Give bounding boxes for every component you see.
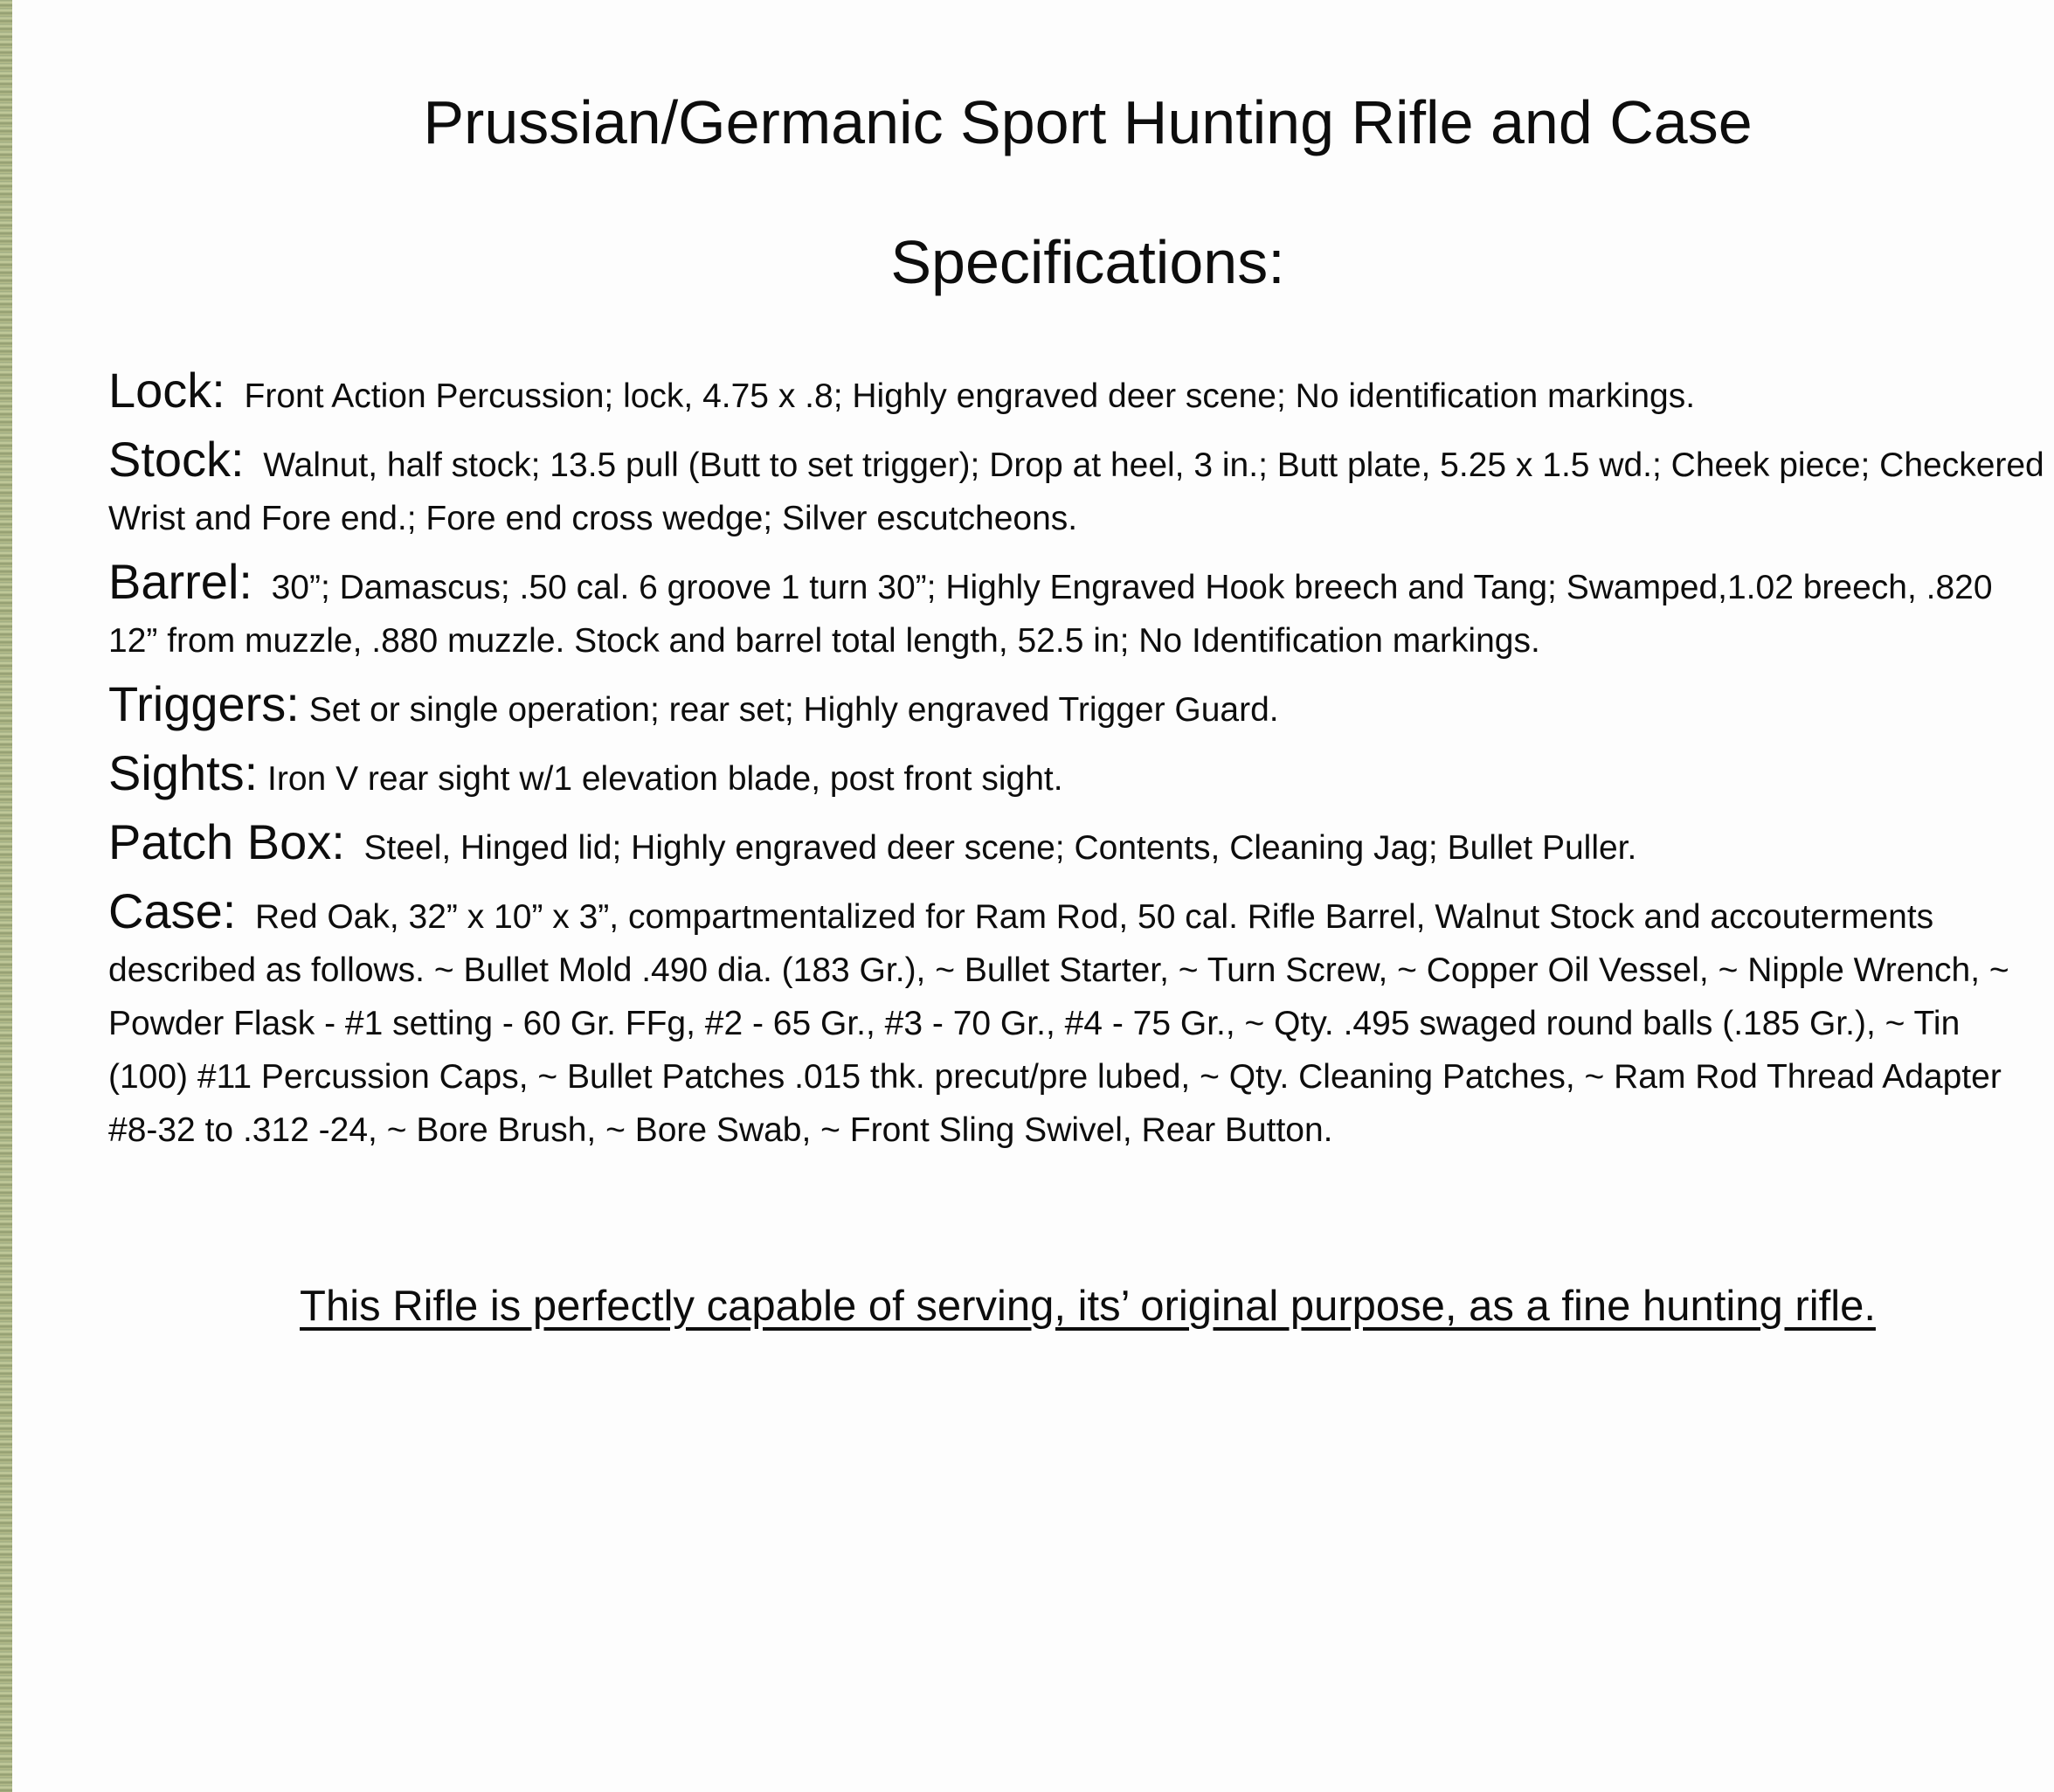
spec-triggers [108, 677, 2048, 737]
spec-text: 30”; Damascus; .50 cal. 6 groove 1 turn 30”; Highly Engraved Hook breech and Tang; Swamped,1.02 breech, .820 12” from muzzle, .880 muzzle. Stock and barrel total length, 52.5 in; No Identification markings. [108, 569, 1993, 660]
closing-statement: This Rifle is perfectly capable of serving, its’ original purpose, as a fine hunting rifle. [300, 1283, 1876, 1330]
document-title: Prussian/Germanic Sport Hunting Rifle and Case [423, 88, 1753, 156]
spec-text: Steel, Hinged lid; Highly engraved deer scene; Contents, Cleaning Jag; Bullet Puller. [363, 829, 1637, 867]
spec-patch-box [108, 815, 2048, 875]
spec-lock [108, 363, 2048, 423]
spec-stock [108, 432, 2048, 545]
spec-text: Set or single operation; rear set; Highly engraved Trigger Guard. [308, 691, 1279, 729]
spec-label: Case: [108, 883, 237, 938]
spec-label: Patch Box: [108, 814, 345, 869]
spec-text: Red Oak, 32” x 10” x 3”, compartmentalized for Ram Rod, 50 cal. Rifle Barrel, Walnut Stock and accouterments described as follows. ~ Bullet Mold .490 dia. (183 Gr.), ~ Bullet Starter, ~ Turn Screw, ~ Copper Oil Vessel, ~ Nipple Wrench, ~ Powder Flask - #1 setting - 60 Gr. FFg, #2 - 65 Gr., #3 - 70 Gr., #4 - 75 Gr., ~ Qty. .495 swaged round balls (.185 Gr.), ~ Tin (100) #11 Percussion Caps, ~ Bullet Patches .015 thk. precut/pre lubed, ~ Qty. Cleaning Patches, ~ Ram Rod Thread Adapter #8-32 to .312 -24, ~ Bore Brush, ~ Bore Swab, ~ Front Sling Swivel, Rear Button. [108, 898, 2009, 1149]
spec-text: Walnut, half stock; 13.5 pull (Butt to set trigger); Drop at heel, 3 in.; Butt plate, 5.25 x 1.5 wd.; Cheek piece; Checkered Wrist and Fore end.; Fore end cross wedge; Silver escutcheons. [108, 446, 2044, 537]
spec-text: Front Action Percussion; lock, 4.75 x .8; Highly engraved deer scene; No identification markings. [244, 377, 1696, 415]
spec-label: Sights: [108, 745, 259, 800]
spec-sights [108, 746, 2048, 806]
spec-list [108, 363, 2048, 1166]
spec-label: Lock: [108, 363, 225, 418]
spec-label: Stock: [108, 432, 245, 487]
spec-label: Triggers: [108, 676, 300, 731]
document-subtitle: Specifications: [890, 228, 1285, 296]
spec-label: Barrel: [108, 554, 252, 609]
spec-barrel [108, 555, 2048, 668]
spec-text: Iron V rear sight w/1 elevation blade, post front sight. [267, 760, 1063, 798]
spec-case [108, 884, 2048, 1157]
